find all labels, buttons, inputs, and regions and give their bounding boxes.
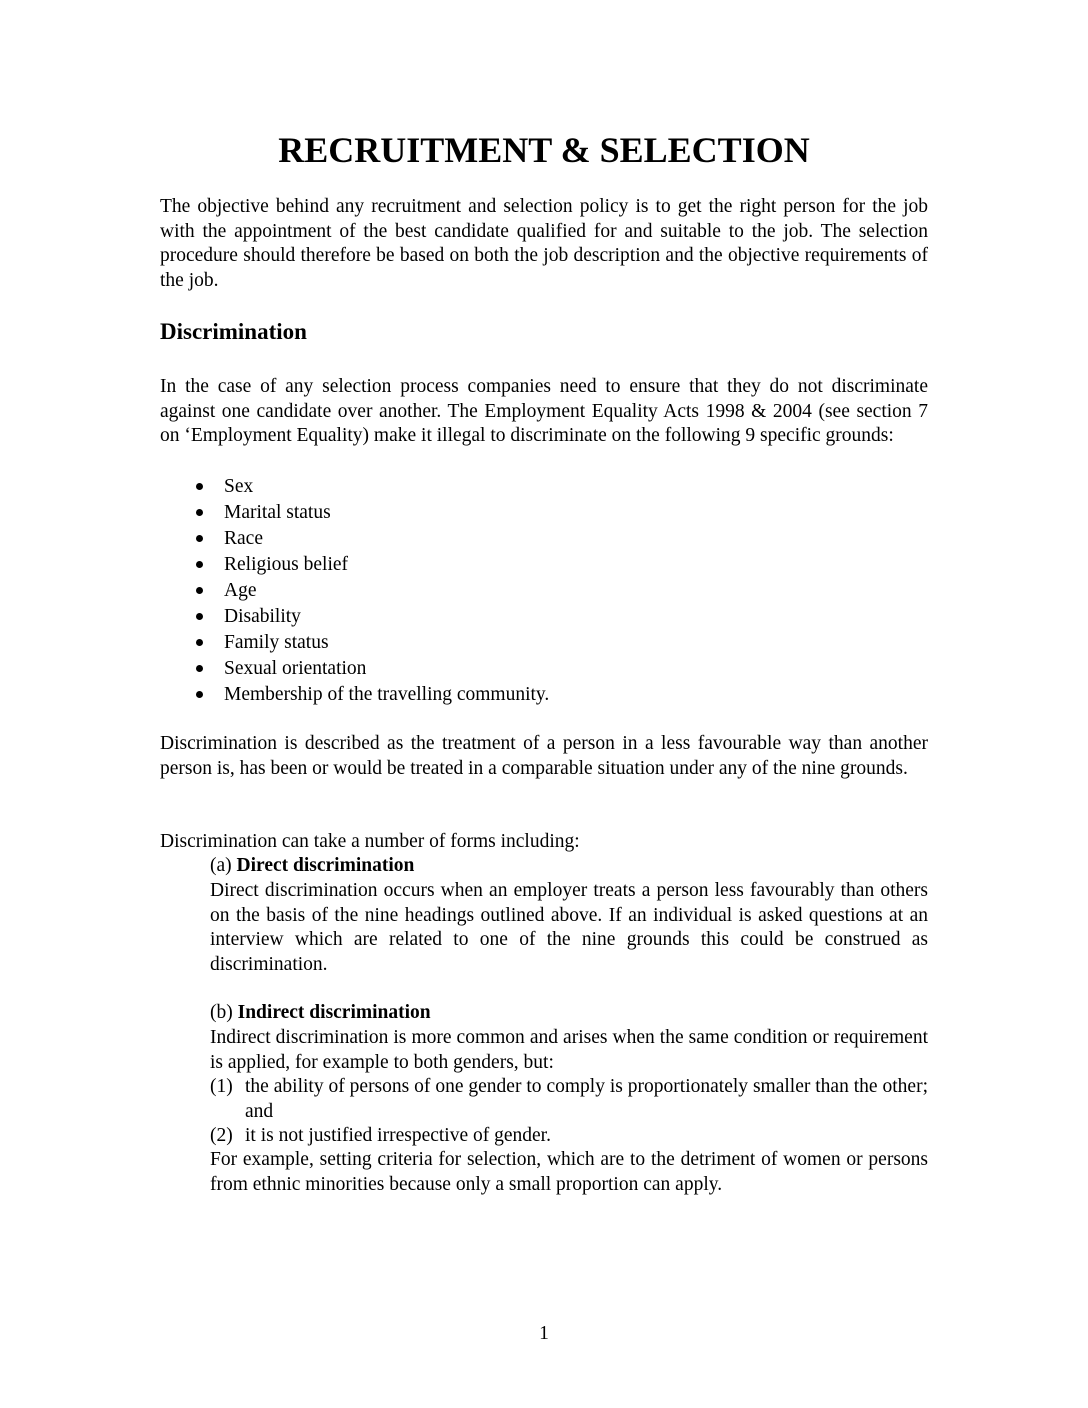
list-item — [160, 526, 928, 552]
indirect-discrimination-body: Indirect discrimination is more common and arises when the same condition or requirement is applied, for example to both genders, but: — [210, 1027, 928, 1073]
list-item-label: Family status — [224, 632, 329, 653]
bullet-icon — [196, 639, 203, 646]
page-number: 1 — [539, 1323, 549, 1344]
list-item — [160, 604, 928, 630]
list-item — [160, 500, 928, 526]
list-item — [160, 474, 928, 500]
bullet-icon — [196, 665, 203, 672]
grounds-list — [160, 474, 928, 708]
page-title: RECRUITMENT & SELECTION — [278, 130, 810, 170]
bullet-icon — [196, 509, 203, 516]
condition-text: it is not justified irrespective of gender. — [245, 1125, 551, 1146]
list-item-label: Sex — [224, 476, 254, 497]
list-item-label: Race — [224, 528, 263, 549]
indirect-heading-text: Indirect discrimination — [237, 1002, 431, 1023]
bullet-icon — [196, 613, 203, 620]
direct-prefix: (a) — [210, 855, 237, 876]
list-item — [210, 1124, 928, 1149]
bullet-icon — [196, 483, 203, 490]
list-item — [160, 578, 928, 604]
bullet-icon — [196, 691, 203, 698]
list-item — [210, 1075, 928, 1124]
list-item-label: Marital status — [224, 502, 331, 523]
bullet-icon — [196, 587, 203, 594]
direct-discrimination-body: Direct discrimination occurs when an employer treats a person less favourably than others on the basis of the nine headings outlined above. If an individual is asked questions at an interview which are related to one of the nine grounds this could be construed as discrimination. — [210, 880, 928, 975]
list-item-label: Disability — [224, 606, 301, 627]
indirect-example: For example, setting criteria for selection, which are to the detriment of women or persons from ethnic minorities because only a small proportion can apply. — [210, 1149, 928, 1195]
list-item — [160, 682, 928, 708]
list-item — [160, 552, 928, 578]
list-item-label: Sexual orientation — [224, 658, 367, 679]
indirect-prefix: (b) — [210, 1002, 238, 1023]
section-heading-discrimination: Discrimination — [160, 319, 307, 344]
bullet-icon — [196, 561, 203, 568]
condition-number: (1) — [210, 1076, 233, 1097]
list-item-label: Age — [224, 580, 257, 601]
bullet-icon — [196, 535, 203, 542]
forms-intro: Discrimination can take a number of forms including: — [160, 831, 580, 852]
direct-heading-text: Direct discrimination — [236, 855, 415, 876]
list-item-label: Membership of the travelling community. — [224, 684, 550, 705]
indirect-conditions-list — [210, 1075, 928, 1149]
list-item — [160, 630, 928, 656]
indirect-discrimination-heading — [210, 1001, 928, 1026]
definition-paragraph: Discrimination is described as the treatment of a person in a less favourable way than another person is, has been or would be treated in a comparable situation under any of the nine grounds. — [160, 733, 928, 779]
intro-paragraph: The objective behind any recruitment and selection policy is to get the right person for the job with the appointment of the best candidate qualified for and suitable to the job. The selection procedure should therefore be based on both the job description and the objective requirements of the job. — [160, 196, 928, 291]
condition-text: the ability of persons of one gender to comply is proportionately smaller than the other; and — [245, 1076, 928, 1122]
list-item — [160, 656, 928, 682]
condition-number: (2) — [210, 1125, 233, 1146]
direct-discrimination-heading — [210, 854, 928, 879]
selection-process-paragraph: In the case of any selection process companies need to ensure that they do not discriminate against one candidate over another. The Employment Equality Acts 1998 & 2004 (see section 7 on ‘Employment Equality) make it illegal to discriminate on the following 9 specific grounds: — [160, 376, 928, 446]
list-item-label: Religious belief — [224, 554, 349, 575]
